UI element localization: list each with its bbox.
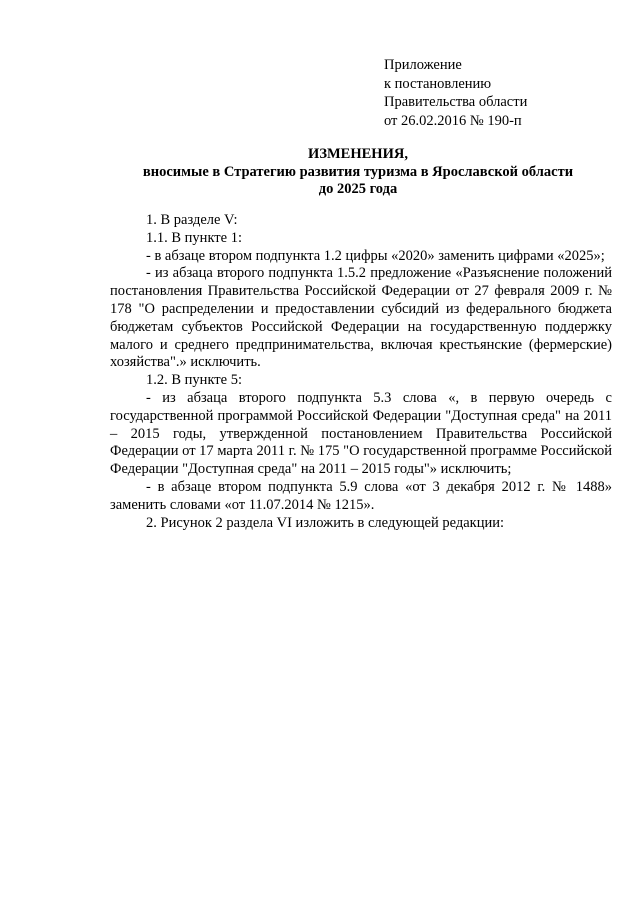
title-line-2: вносимые в Стратегию развития туризма в Ярославской области xyxy=(142,163,574,180)
paragraph-7: - в абзаце втором подпункта 5.9 слова «от 3 декабря 2012 г. № 1488» заменить словами «от 11.07.2014 № 1215». xyxy=(110,478,612,513)
paragraph-4: - из абзаца второго подпункта 1.5.2 предложение «Разъяснение положений постановления Правительства Российской Федерации от 27 февраля 2009 г. № 178 "О распределении и предоставлении субсидий из федерального бюджета бюджетам субъектов Российской Федерации на государственную поддержку малого и среднего предпринимательства, включая крестьянские (фермерские) хозяйства".» исключить. xyxy=(110,265,612,371)
paragraph-2: 1.1. В пункте 1: xyxy=(146,229,242,246)
document-body xyxy=(110,212,612,532)
title-line-3: до 2025 года xyxy=(318,181,398,197)
appendix-header xyxy=(384,56,527,130)
title-heading: ИЗМЕНЕНИЯ, xyxy=(308,146,408,162)
paragraph-1: 1. В разделе V: xyxy=(146,212,238,228)
paragraph-6: - из абзаца второго подпункта 5.3 слова «, в первую очередь с государственной программой Российской Федерации "Доступная среда" на 2011 – 2015 годы, утвержденной постановлением Правительства Российской Федерации от 17 марта 2011 г. № 175 "О государственной программе Российской Федерации "Доступная среда" на 2011 – 2015 годы"» исключить; xyxy=(110,389,612,478)
paragraph-3: - в абзаце втором подпункта 1.2 цифры «2020» заменить цифрами «2025»; xyxy=(146,247,605,264)
appendix-line-2: к постановлению xyxy=(384,75,492,92)
appendix-line-4: от 26.02.2016 № 190-п xyxy=(384,112,522,129)
paragraph-5: 1.2. В пункте 5: xyxy=(146,372,242,389)
document-title xyxy=(110,146,606,199)
paragraph-8: 2. Рисунок 2 раздела VI изложить в следующей редакции: xyxy=(146,514,505,531)
appendix-line-3: Правительства области xyxy=(384,94,528,110)
appendix-line-1: Приложение xyxy=(384,57,462,73)
